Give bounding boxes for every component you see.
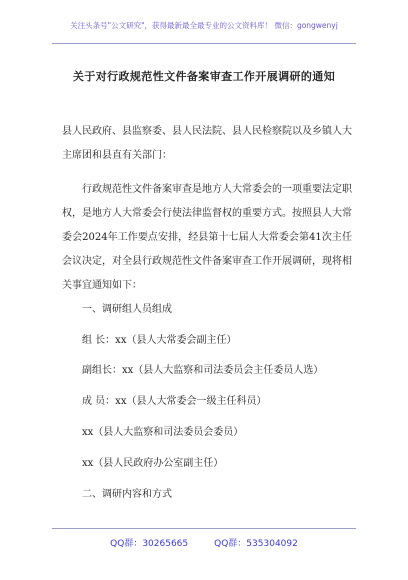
member-3: xx（县人民政府办公室副主任） (82, 458, 224, 469)
header-divider (52, 43, 356, 44)
member-2: xx（县人大监察和司法委员会委员） (82, 427, 244, 438)
member-leader: 组 长：xx（县人大常委会副主任） (82, 335, 237, 346)
member-deputy-leader: 副组长：xx（县人大监察和司法委员会主任委员人选） (82, 365, 324, 376)
section-heading-members: 一、调研组人员组成 (82, 304, 172, 315)
footer (0, 536, 408, 549)
addressee-paragraph: 县人民政府、县监察委、县人民法院、县人民检察院以及乡镇人大主席团和县直有关部门： (62, 126, 352, 161)
footer-divider (52, 528, 356, 529)
body-paragraph: 行政规范性文件备案审查是地方人大常委会的一项重要法定职权，是地方人大常委会行使法律监督权的重要方式。按照县人大常委会2024年工作要点安排，经县第十七届人大常委会第41次主任会议决定，对全县行政规范性文件备案审查工作开展调研，现将相关事宜通知如下： (62, 184, 352, 291)
document-title: 关于对行政规范性文件备案审查工作开展调研的通知 (72, 70, 336, 83)
header-banner: 关注头条号"公文研究"，获得最新最全最专业的公文资料库！ 微信：gongwenyj (70, 21, 338, 30)
section-heading-content: 二、调研内容和方式 (82, 489, 172, 500)
footer-qq-group-1: QQ群：30265665 (110, 539, 189, 549)
member-1: 成 员：xx（县人大常委会一级主任科员） (82, 396, 267, 407)
footer-qq-group-2: QQ群：535304092 (214, 539, 298, 549)
